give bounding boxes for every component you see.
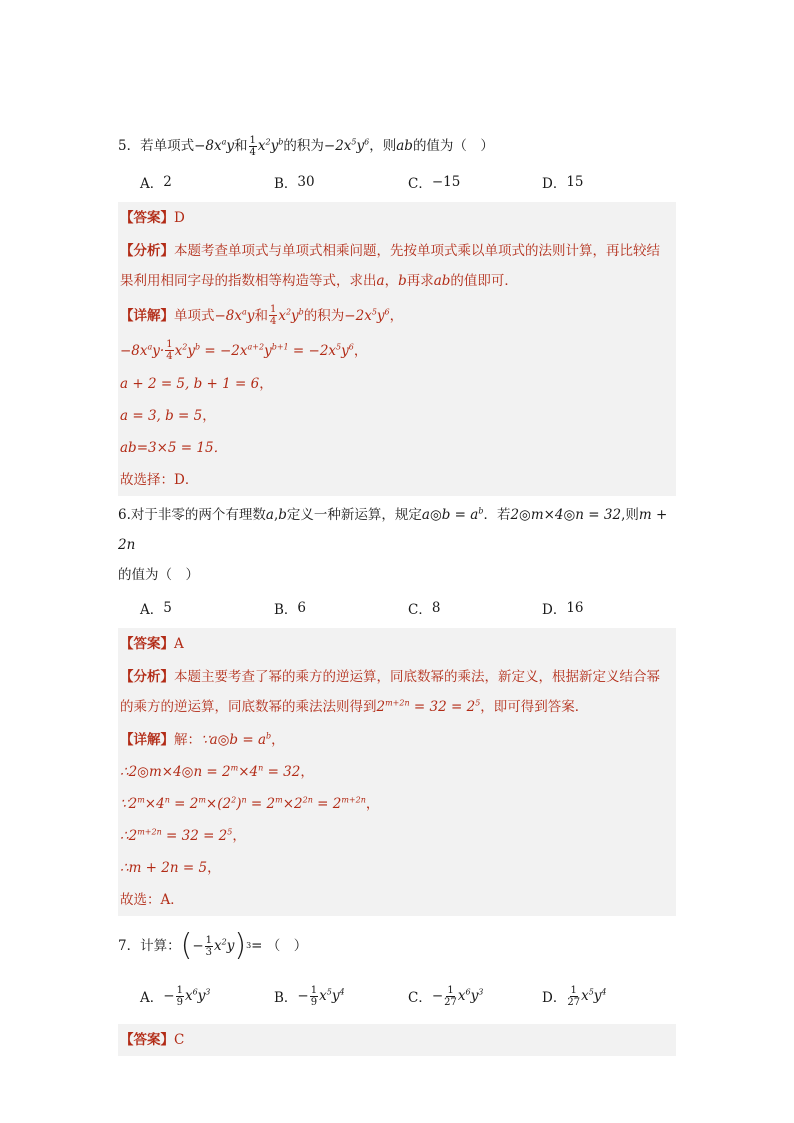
q6-answer: 【答案】A xyxy=(120,636,184,652)
q6-analysis: 【分析】本题主要考查了幂的乘方的逆运算，同底数幂的乘法，新定义，根据新定义结合幂 的乘方的逆运算，同底数幂的乘法法则得到$2^{m+2n} = 32 = 2^5$，即可得到答案． xyxy=(120,669,660,715)
q7-option-b[interactable]: B． − $\frac{1}{9}$ $x^5y^4$ xyxy=(274,984,345,1008)
q6-stem-1a: 6.对于非零的两个有理数 xyxy=(118,507,266,523)
q5-answer: 【答案】D xyxy=(120,210,185,226)
q5-frac-quarter: $\frac{1}{4}$ xyxy=(249,134,256,158)
q5-stem-product: 的积为 xyxy=(283,138,324,154)
q5-detail-line-4: a = 3, b = 5， xyxy=(120,408,216,424)
q5-detail-line-5: ab=3×5 = 15． xyxy=(120,440,228,456)
q6-detail-line-3: $\because 2^m\times 4^n = 2^m\times(2^2)^n = 2^m\times 2^{2n} = 2^{m+2n}$， xyxy=(120,795,380,812)
question-6-options xyxy=(140,590,676,626)
q5-detail-line-1: 【详解】 单项式 $-8x^ay$ 和 $\frac{1}{4}$ $x^2y^b$ 的积为 $-2x^5y^6$ ， xyxy=(120,304,404,327)
q6-stem-1d: 则 xyxy=(625,507,639,523)
q6-stem-2: 的值为（ ） xyxy=(118,567,199,583)
q5-option-c[interactable]: C． −15 xyxy=(408,174,461,192)
q5-option-d[interactable]: D． 15 xyxy=(542,174,584,192)
q6-stem-1c: 若 xyxy=(496,507,511,523)
question-7-stem: 7．计算： ( − $\frac{1}{3}$ $x^2y$ ) 3 = （ ） xyxy=(118,928,308,963)
q6-option-c[interactable]: C． 8 xyxy=(408,600,441,618)
q5-stem-then: ，则 xyxy=(369,138,397,154)
q5-detail-line-3: a + 2 = 5, b + 1 = 6， xyxy=(120,376,273,392)
question-5-solution xyxy=(118,202,676,496)
question-7-solution xyxy=(118,1024,676,1056)
q5-analysis: 【分析】本题考查单项式与单项式相乘问题，先按单项式乘以单项式的法则计算，再比较结 果利用相同字母的指数相等构造等式，求出a，b再求ab的值即可． xyxy=(120,243,660,289)
q6-stem-1b: 定义一种新运算，规定 xyxy=(286,507,422,523)
q6-detail-line-5: ∴m + 2n = 5， xyxy=(120,860,221,876)
q5-term3: $-2x^5y^6$ xyxy=(323,137,370,154)
q5-term2: $x^2y^b$ xyxy=(257,137,284,154)
q7-answer: 【答案】C xyxy=(120,1032,185,1048)
q5-stem-and: 和 xyxy=(234,138,248,154)
q5-option-b[interactable]: B． 30 xyxy=(274,174,315,192)
q7-stem-a: 7．计算： xyxy=(118,938,181,954)
question-7-options xyxy=(140,972,676,1020)
document-page xyxy=(118,128,676,1056)
q7-option-d[interactable]: D． $\frac{1}{27}$ $x^5y^4$ xyxy=(542,984,607,1008)
q5-detail-line-2: $-8x^ay\cdot$ $\frac{1}{4}$ $x^2y^b = -2x^{a+2}y^{b+1} = -2x^5y^6$ ， xyxy=(120,339,368,362)
q6-detail-line-4: $\therefore 2^{m+2n} = 32 = 2^5$， xyxy=(120,827,246,844)
question-6-solution xyxy=(118,628,676,916)
q5-stem-end: 的值为（ ） xyxy=(412,138,494,154)
q5-stem-prefix: 5．若单项式 xyxy=(118,138,195,154)
q6-option-a[interactable]: A． 5 xyxy=(140,600,172,618)
question-6-stem: 6.对于非零的两个有理数a,b定义一种新运算，规定a◎b = $a^b$．若2◎m×4◎n = 32,则m + 2n 的值为（ ） xyxy=(118,506,668,583)
q7-option-c[interactable]: C． − $\frac{1}{27}$ $x^6y^3$ xyxy=(408,984,484,1008)
q5-conclusion: 故选择：D． xyxy=(120,472,199,488)
question-5-options xyxy=(140,164,676,200)
q5-ab: ab xyxy=(396,138,413,154)
q6-conclusion: 故选：A． xyxy=(120,892,184,908)
q6-detail-line-1: 【详解】解：∵a◎b = $a^b$， xyxy=(120,731,285,748)
q6-option-b[interactable]: B． 6 xyxy=(274,600,307,618)
q5-term1: $-8x^ay$ xyxy=(194,137,235,154)
q7-option-a[interactable]: A． − $\frac{1}{9}$ $x^6y^3$ xyxy=(140,984,211,1008)
q5-option-a[interactable]: A． 2 xyxy=(140,174,172,192)
q7-stem-b: = （ ） xyxy=(251,938,308,954)
q6-option-d[interactable]: D． 16 xyxy=(542,600,584,618)
q6-detail-line-2: ∴2◎m×4◎n = $2^m\times 4^n = 32$， xyxy=(120,763,314,780)
question-5-stem xyxy=(118,128,676,164)
